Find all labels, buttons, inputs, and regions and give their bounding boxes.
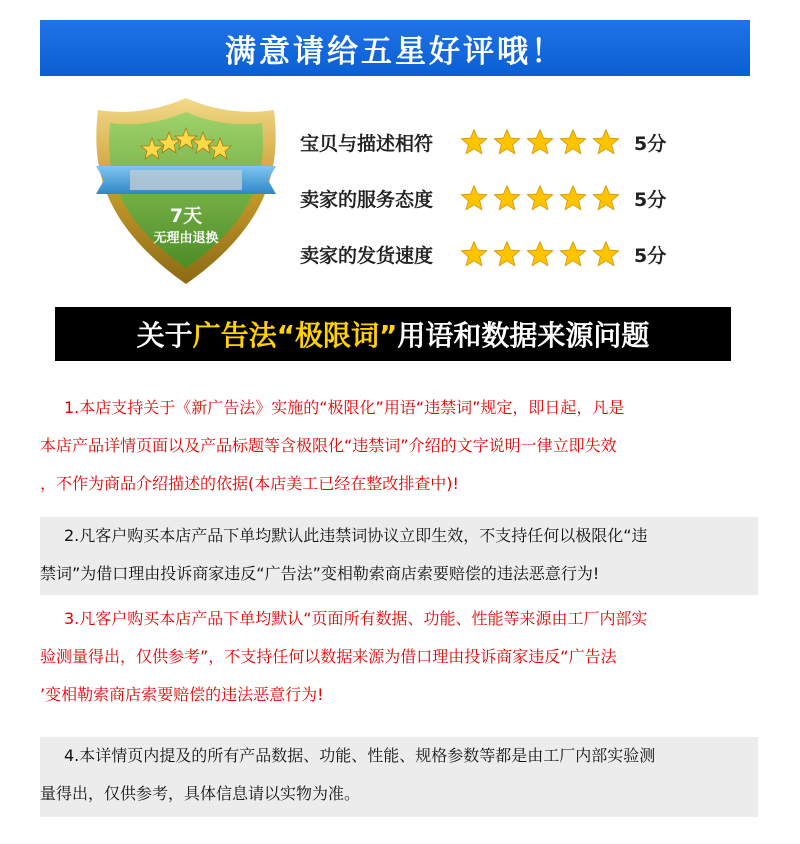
star-icon <box>559 184 587 212</box>
star-icon <box>592 240 620 268</box>
notice-bar <box>55 307 731 361</box>
rating-score: 5分 <box>634 244 667 267</box>
shield-icon <box>88 92 284 290</box>
rating-label: 卖家的发货速度 <box>300 244 434 267</box>
star-icon <box>460 128 488 156</box>
header-banner <box>40 20 750 76</box>
text-line: 禁词”为借口理由投诉商家违反“广告法”变相勒索商店索要赔偿的违法恶意行为! <box>40 564 600 583</box>
star-icon <box>493 128 521 156</box>
rating-score: 5分 <box>634 132 667 155</box>
badge-line1: 7天 <box>169 205 203 227</box>
star-rating <box>460 240 630 268</box>
text-line: ’变相勒索商店索要赔偿的违法恶意行为! <box>40 685 324 704</box>
text-line: 2.凡客户购买本店产品下单均默认此违禁词协议立即生效，不支持任何以极限化“违 <box>64 526 648 545</box>
star-icon <box>526 240 554 268</box>
text-line: ，不作为商品介绍描述的依据(本店美工已经在整改排查中)! <box>40 474 459 493</box>
rating-list <box>300 114 666 282</box>
paragraph-4 <box>40 737 758 817</box>
text-line: 1.本店支持关于《新广告法》实施的“极限化”用语“违禁词”规定，即日起，凡是 <box>64 398 625 417</box>
banner-title: 满意请给五星好评哦！ <box>225 33 565 70</box>
rating-label: 宝贝与描述相符 <box>300 132 434 155</box>
text-line: 本店产品详情页面以及产品标题等含极限化“违禁词”介绍的文字说明一律立即失效 <box>40 436 617 455</box>
notice-part3: 用语和数据来源问题 <box>397 319 650 352</box>
badge-line2: 无理由退换 <box>153 231 219 246</box>
notice-highlight: 广告法“极限词” <box>192 319 398 352</box>
star-icon <box>559 128 587 156</box>
paragraph-3 <box>40 600 758 714</box>
paragraph-1 <box>40 389 758 503</box>
rating-score: 5分 <box>634 188 667 211</box>
star-icon <box>460 184 488 212</box>
star-icon <box>493 240 521 268</box>
paragraph-2 <box>40 517 758 595</box>
star-icon <box>592 184 620 212</box>
star-rating <box>460 128 630 156</box>
star-icon <box>526 184 554 212</box>
notice-part1: 关于 <box>136 319 193 352</box>
rating-row <box>300 226 666 282</box>
text-line: 验测量得出，仅供参考”，不支持任何以数据来源为借口理由投诉商家违反“广告法 <box>40 647 617 666</box>
text-line: 3.凡客户购买本店产品下单均默认“页面所有数据、功能、性能等来源由工厂内部实 <box>64 609 648 628</box>
star-icon <box>526 128 554 156</box>
star-icon <box>460 240 488 268</box>
star-icon <box>559 240 587 268</box>
rating-row <box>300 114 666 170</box>
blurred-logo <box>130 170 242 190</box>
star-rating <box>460 184 630 212</box>
star-icon <box>592 128 620 156</box>
rating-row <box>300 170 666 226</box>
text-line: 4.本详情页内提及的所有产品数据、功能、性能、规格参数等都是由工厂内部实验测 <box>64 746 656 765</box>
text-line: 量得出，仅供参考，具体信息请以实物为准。 <box>40 784 361 803</box>
rating-label: 卖家的服务态度 <box>300 188 434 211</box>
star-icon <box>493 184 521 212</box>
